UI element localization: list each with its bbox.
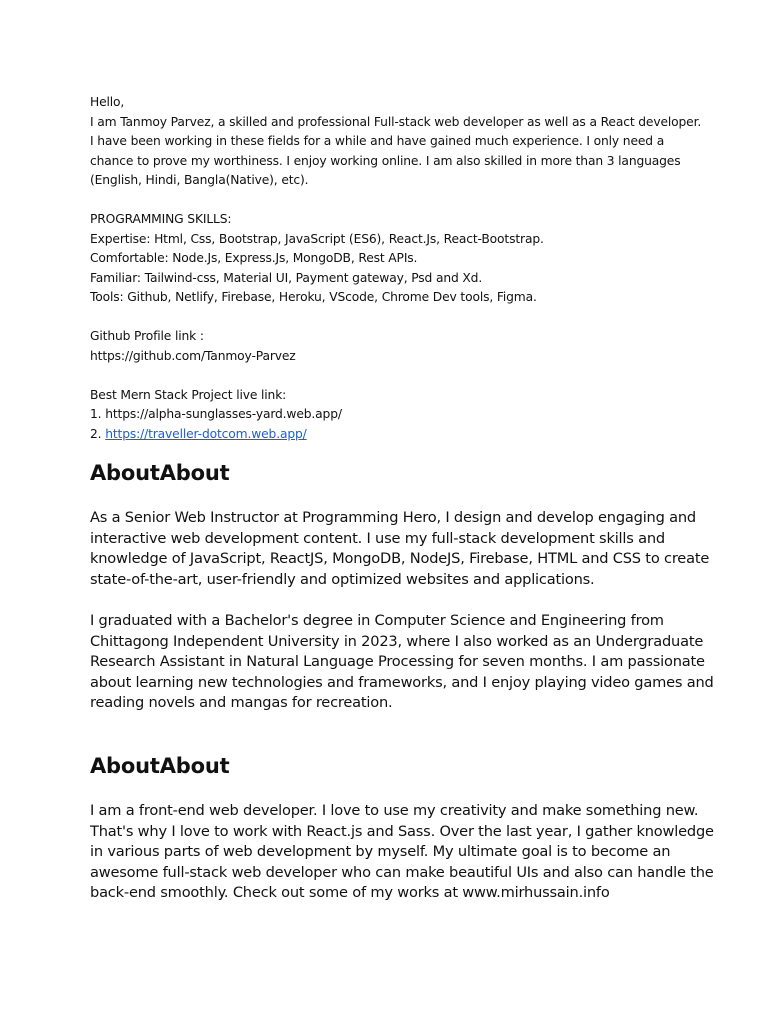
document-page (90, 93, 714, 904)
skills-line: Expertise: Html, Css, Bootstrap, JavaScript (ES6), React.Js, React-Bootstrap. (90, 231, 544, 246)
about-section-2-body (90, 801, 714, 904)
github-section (90, 327, 690, 366)
about1-para1-line: As a Senior Web Instructor at Programming Hero, I design and develop engaging and (90, 509, 696, 526)
skills-heading: PROGRAMMING SKILLS: (90, 212, 232, 226)
about1-para1-line: knowledge of JavaScript, ReactJS, MongoDB, NodeJS, Firebase, HTML and CSS to create (90, 550, 710, 568)
about2-line: I am a front-end web developer. I love to use my creativity and make something new. (90, 801, 699, 819)
about2-line: awesome full-stack web developer who can make beautiful UIs and also can handle the (90, 863, 714, 881)
project-item-2-link[interactable]: https://traveller-dotcom.web.app/ (105, 426, 307, 441)
project-item-2 (90, 425, 690, 445)
skills-line: Tools: Github, Netlify, Firebase, Heroku, VScode, Chrome Dev tools, Figma. (90, 290, 537, 304)
intro-line: I am Tanmoy Parvez, a skilled and professional Full-stack web developer as well as a React developer. (90, 114, 702, 129)
project-item-1-number: 1. (90, 407, 106, 421)
project-item-1 (90, 405, 690, 425)
intro-line: Hello, (90, 95, 125, 109)
about1-para2-line: Research Assistant in Natural Language Processing for seven months. I am passionate (90, 653, 705, 671)
intro-line: (English, Hindi, Bangla(Native), etc). (90, 173, 309, 187)
about1-para2-line: I graduated with a Bachelor's degree in Computer Science and Engineering from (90, 611, 664, 629)
projects-section (90, 386, 690, 445)
projects-label: Best Mern Stack Project live link: (90, 387, 287, 402)
project-item-1-url: https://alpha-sunglasses-yard.web.app/ (105, 407, 342, 421)
about2-line: in various parts of web development by myself. My ultimate goal is to become an (90, 843, 671, 861)
about1-para2-line: about learning new technologies and frameworks, and I enjoy playing video games and (90, 673, 714, 691)
spacer (90, 308, 690, 328)
about2-line: back-end smoothly. Check out some of my works at www.mirhussain.info (90, 884, 610, 902)
skills-line: Comfortable: Node.Js, Express.Js, MongoDB, Rest APIs. (90, 251, 418, 265)
github-label: Github Profile link : (90, 329, 204, 343)
skills-line: Familiar: Tailwind-css, Material UI, Payment gateway, Psd and Xd. (90, 270, 483, 285)
skills-section (90, 210, 690, 308)
about1-para1-line: state-of-the-art, user-friendly and optimized websites and applications. (90, 570, 595, 588)
spacer (90, 590, 690, 611)
about1-para2-line: reading novels and mangas for recreation. (90, 694, 393, 712)
intro-section (90, 93, 702, 191)
about-heading-1: AboutAbout (90, 461, 230, 485)
about-heading-2: AboutAbout (90, 753, 230, 778)
about1-para2-line: Chittagong Independent University in 2023, where I also worked as an Undergraduate (90, 632, 704, 650)
intro-line: chance to prove my worthiness. I enjoy working online. I am also skilled in more than 3 languages (90, 153, 681, 168)
intro-line: I have been working in these fields for a while and have gained much experience. I only need a (90, 134, 665, 148)
about1-para1-line: interactive web development content. I use my full-stack development skills and (90, 529, 665, 547)
project-item-2-number: 2. (90, 426, 106, 441)
spacer (90, 366, 690, 386)
spacer (90, 191, 690, 211)
about2-line: That's why I love to work with React.js and Sass. Over the last year, I gather knowledge (90, 822, 714, 840)
github-url: https://github.com/Tanmoy-Parvez (90, 348, 296, 363)
about-section-1-body (90, 508, 714, 714)
